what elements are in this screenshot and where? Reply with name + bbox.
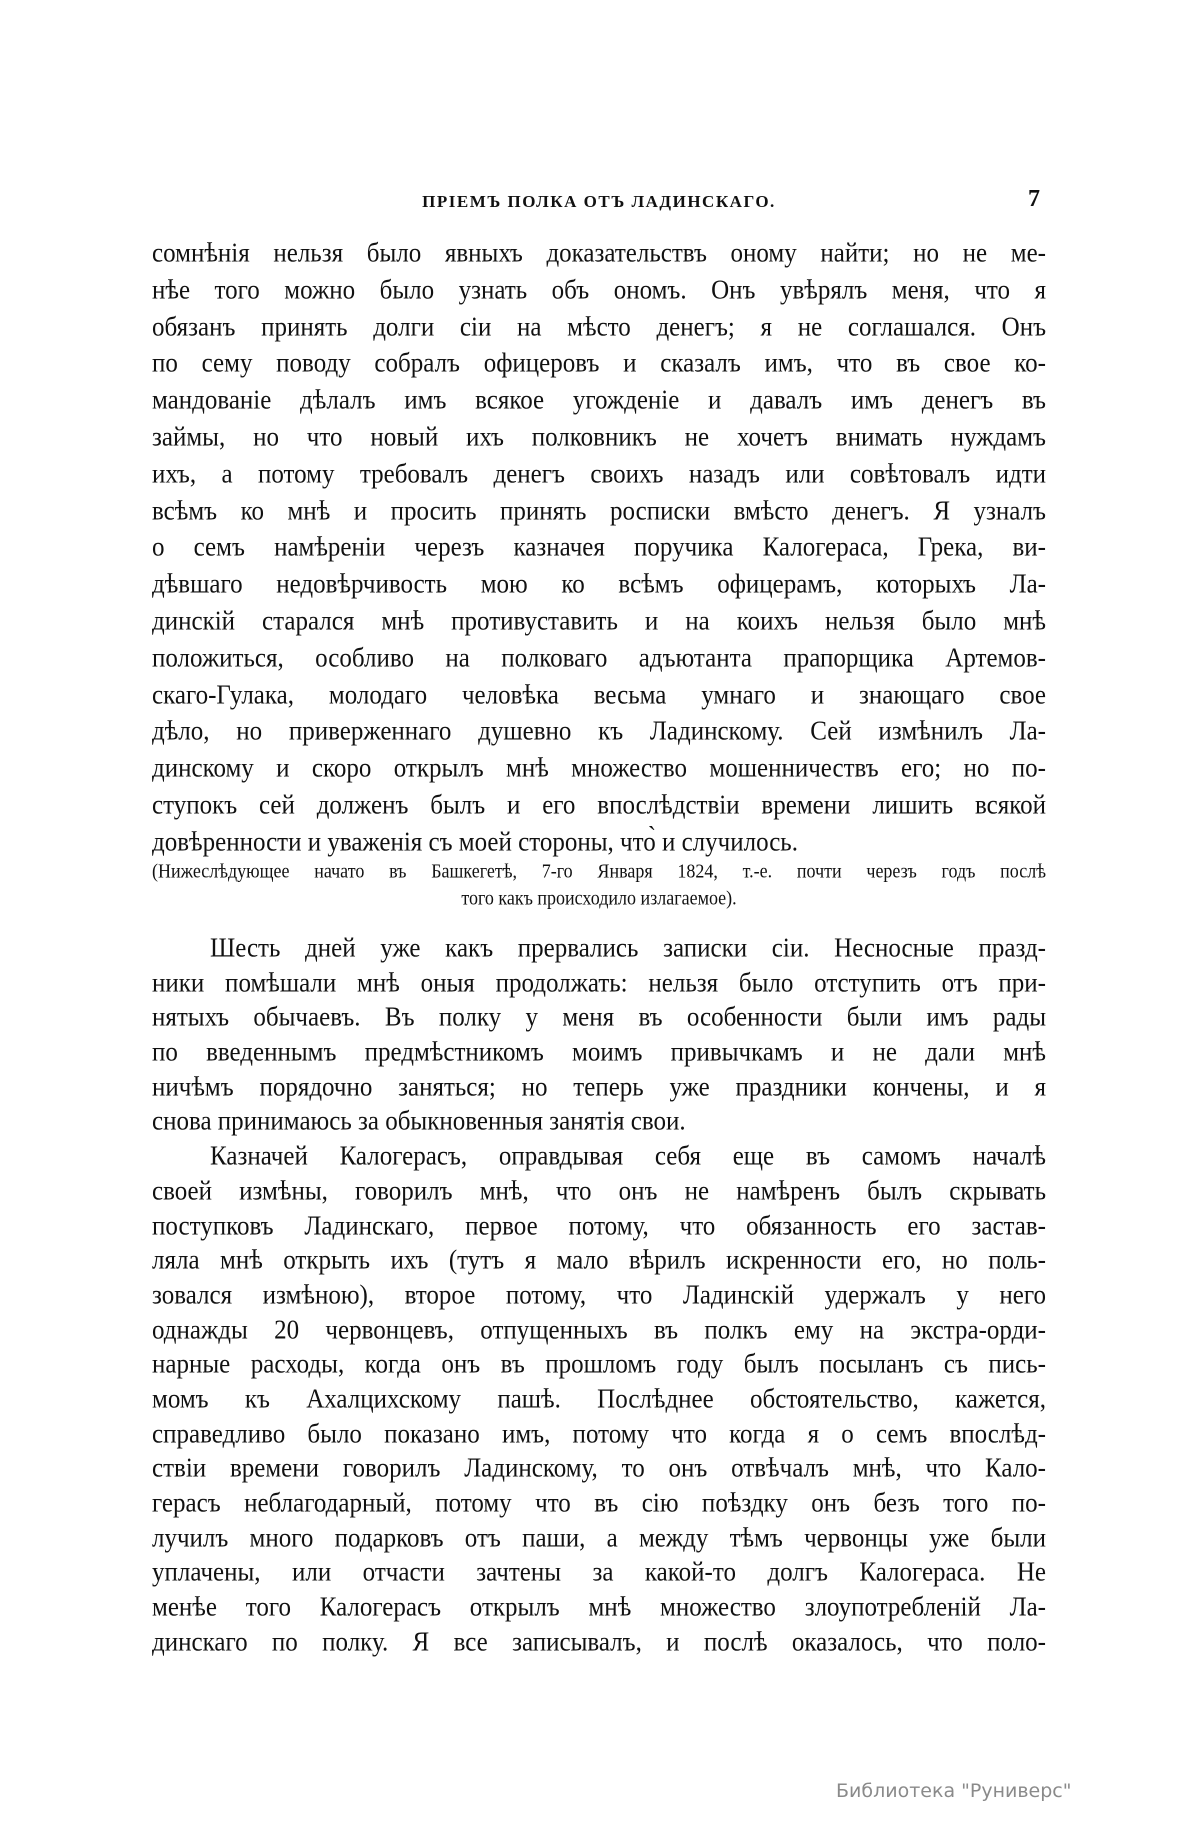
text-line: скаго-Гулака, молодаго человѣка весьма умнаго и знающаго свое: [152, 680, 1046, 710]
text-line: зовался измѣною), второе потому, что Ладинскій удержалъ у него: [152, 1280, 1046, 1311]
text-line: своей измѣны, говорилъ мнѣ, что онъ не намѣренъ былъ скрывать: [152, 1176, 1046, 1207]
editorial-note: [152, 858, 1046, 912]
text-line: ляла мнѣ открыть ихъ (тутъ я мало вѣрилъ искренности его, но поль-: [152, 1245, 1046, 1276]
text-line: нарные расходы, когда онъ въ прошломъ году былъ посыланъ съ пись-: [152, 1349, 1046, 1380]
text-line: менѣе того Калогерасъ открылъ мнѣ множество злоупотребленій Ла-: [152, 1592, 1046, 1623]
text-line: дѣвшаго недовѣрчивость мою ко всѣмъ офицерамъ, которыхъ Ла-: [152, 569, 1046, 600]
library-watermark: Библиотека "Руниверс": [836, 1780, 1072, 1802]
text-line: по введеннымъ предмѣстникомъ моимъ привычкамъ и не дали мнѣ: [152, 1037, 1046, 1068]
text-line: ники помѣшали мнѣ оныя продолжать: нельзя было отступить отъ при-: [152, 968, 1046, 998]
paragraph-1: [152, 236, 1046, 862]
text-line: того какъ происходило излагаемое).: [461, 886, 737, 909]
text-line: всѣмъ ко мнѣ и просить принять росписки вмѣсто денегъ. Я узналъ: [152, 496, 1046, 526]
paragraph-2: [152, 932, 1046, 1660]
text-line: однажды 20 червонцевъ, отпущенныхъ въ полкъ ему на экстра-орди-: [152, 1315, 1046, 1345]
text-line: по сему поводу собралъ офицеровъ и сказалъ имъ, что въ свое ко-: [152, 348, 1046, 379]
text-line: момъ къ Ахалцихскому пашѣ. Послѣднее обстоятельство, кажется,: [152, 1384, 1046, 1415]
text-line: о семъ намѣреніи черезъ казначея поручика Калогераса, Грека, ви-: [152, 532, 1046, 563]
text-line: ступокъ сей долженъ былъ и его впослѣдствіи времени лишить всякой: [152, 790, 1046, 821]
text-line: динскаго по полку. Я все записывалъ, и послѣ оказалось, что поло-: [152, 1627, 1046, 1658]
text-line: дѣло, но приверженнаго душевно къ Ладинскому. Сей измѣнилъ Ла-: [152, 716, 1046, 747]
text-line: сомнѣнія нельзя было явныхъ доказательствъ оному найти; но не ме-: [152, 238, 1046, 269]
text-line: ничѣмъ порядочно заняться; но теперь уже праздники кончены, и я: [152, 1072, 1046, 1103]
text-line: Казначей Калогерасъ, оправдывая себя еще въ самомъ началѣ: [210, 1141, 1046, 1172]
text-line: уплачены, или отчасти зачтены за какой-то долгъ Калогераса. Не: [152, 1557, 1046, 1588]
text-line: лучилъ много подарковъ отъ паши, а между тѣмъ червонцы уже были: [152, 1523, 1046, 1553]
text-line: ствіи времени говорилъ Ладинскому, то онъ отвѣчалъ мнѣ, что Кало-: [152, 1453, 1046, 1484]
text-line: снова принимаюсь за обыкновенныя занятія свои.: [152, 1107, 686, 1137]
text-line: Шесть дней уже какъ прервались записки сіи. Несносные празд-: [210, 933, 1046, 964]
text-line: обязанъ принять долги сіи на мѣсто денегъ; я не соглашался. Онъ: [152, 312, 1046, 342]
text-line: положиться, особливо на полковаго адъютанта прапорщика Артемов-: [152, 643, 1046, 674]
text-line: герасъ неблагодарный, потому что въ сію поѣздку онъ безъ того по-: [152, 1488, 1046, 1519]
page-number: 7: [1028, 186, 1040, 212]
text-line: динскому и скоро открылъ мнѣ множество мошенничествъ его; но по-: [152, 753, 1046, 784]
text-line: довѣренности и уваженія съ моей стороны, что̀ и случилось.: [152, 827, 798, 858]
text-line: займы, но что новый ихъ полковникъ не хочетъ внимать нуждамъ: [152, 422, 1046, 453]
running-title: ПРІЕМЪ ПОЛКА ОТЪ ЛАДИНСКАГО.: [422, 192, 776, 211]
text-line: справедливо было показано имъ, потому что когда я о семъ впослѣд-: [152, 1419, 1046, 1449]
running-header: [152, 186, 1046, 216]
text-line: нятыхъ обычаевъ. Въ полку у меня въ особенности были имъ рады: [152, 1002, 1046, 1033]
text-line: ихъ, а потому требовалъ денегъ своихъ назадъ или совѣтовалъ идти: [152, 459, 1046, 490]
text-line: поступковъ Ладинскаго, первое потому, что обязанность его застав-: [152, 1211, 1046, 1241]
text-line: мандованіе дѣлалъ имъ всякое угожденіе и давалъ имъ денегъ въ: [152, 385, 1046, 416]
text-line: нѣе того можно было узнать объ ономъ. Онъ увѣрялъ меня, что я: [152, 275, 1046, 306]
text-line: (Нижеслѣдующее начато въ Башкегетѣ, 7-го Января 1824, т.-е. почти черезъ годъ послѣ: [152, 859, 1046, 882]
text-line: динскій старался мнѣ противуставить и на коихъ нельзя было мнѣ: [152, 606, 1046, 637]
